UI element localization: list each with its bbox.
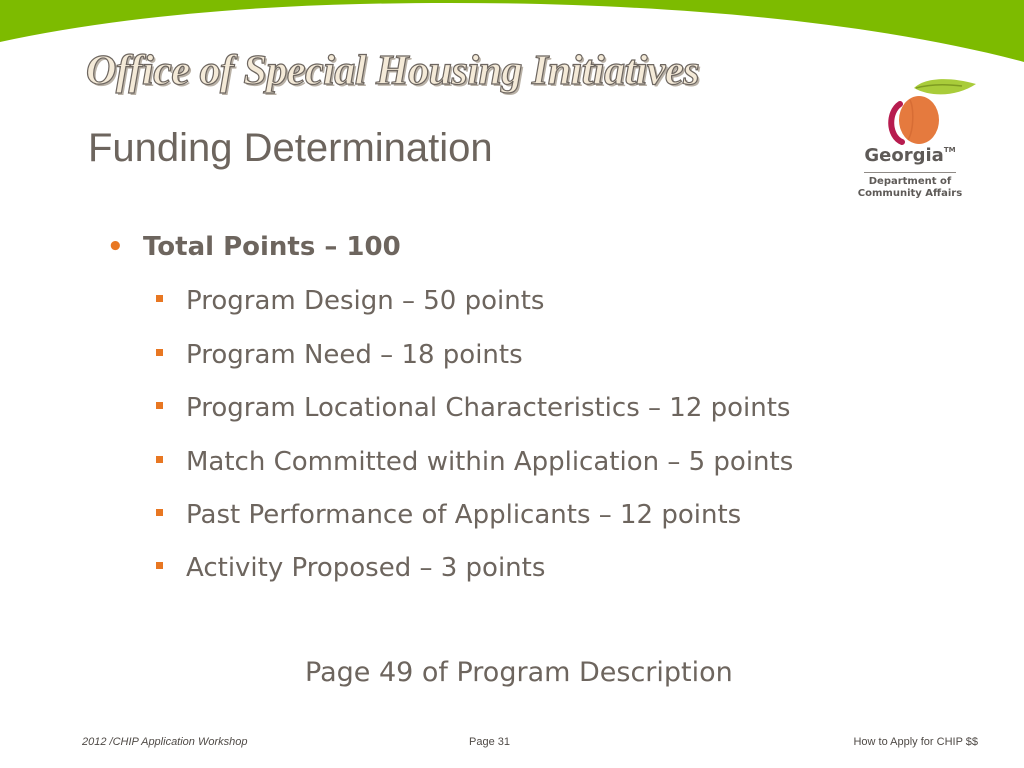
square-bullet-icon [156, 402, 163, 409]
footer-workshop-label: 2012 /CHIP Application Workshop [82, 736, 248, 748]
square-bullet-icon [156, 295, 163, 302]
list-item: Match Committed within Application – 5 points [156, 447, 793, 477]
square-bullet-icon [156, 349, 163, 356]
bullet-main-label: Total Points – 100 [143, 232, 401, 262]
georgia-peach-icon [880, 78, 980, 146]
office-title: Office of Special Housing Initiatives [86, 48, 700, 94]
footer-topic-label: How to Apply for CHIP $$ [853, 736, 978, 748]
list-item: Program Locational Characteristics – 12 points [156, 393, 790, 423]
program-description-reference: Page 49 of Program Description [305, 657, 733, 688]
square-bullet-icon [156, 456, 163, 463]
square-bullet-icon [156, 509, 163, 516]
slide-title: Funding Determination [88, 126, 493, 170]
list-item: Program Need – 18 points [156, 340, 523, 370]
logo-department-text: Department of Community Affairs [857, 176, 963, 199]
footer-page-number: Page 31 [469, 736, 510, 748]
list-item: Past Performance of Applicants – 12 points [156, 500, 741, 530]
logo-georgia-text: Georgia™ [864, 145, 956, 166]
list-item: Program Design – 50 points [156, 286, 544, 316]
bullet-dot-icon: • [107, 232, 124, 262]
georgia-dca-logo [856, 78, 968, 208]
square-bullet-icon [156, 562, 163, 569]
bullet-main [107, 232, 401, 262]
logo-divider [864, 172, 956, 173]
list-item: Activity Proposed – 3 points [156, 553, 545, 583]
